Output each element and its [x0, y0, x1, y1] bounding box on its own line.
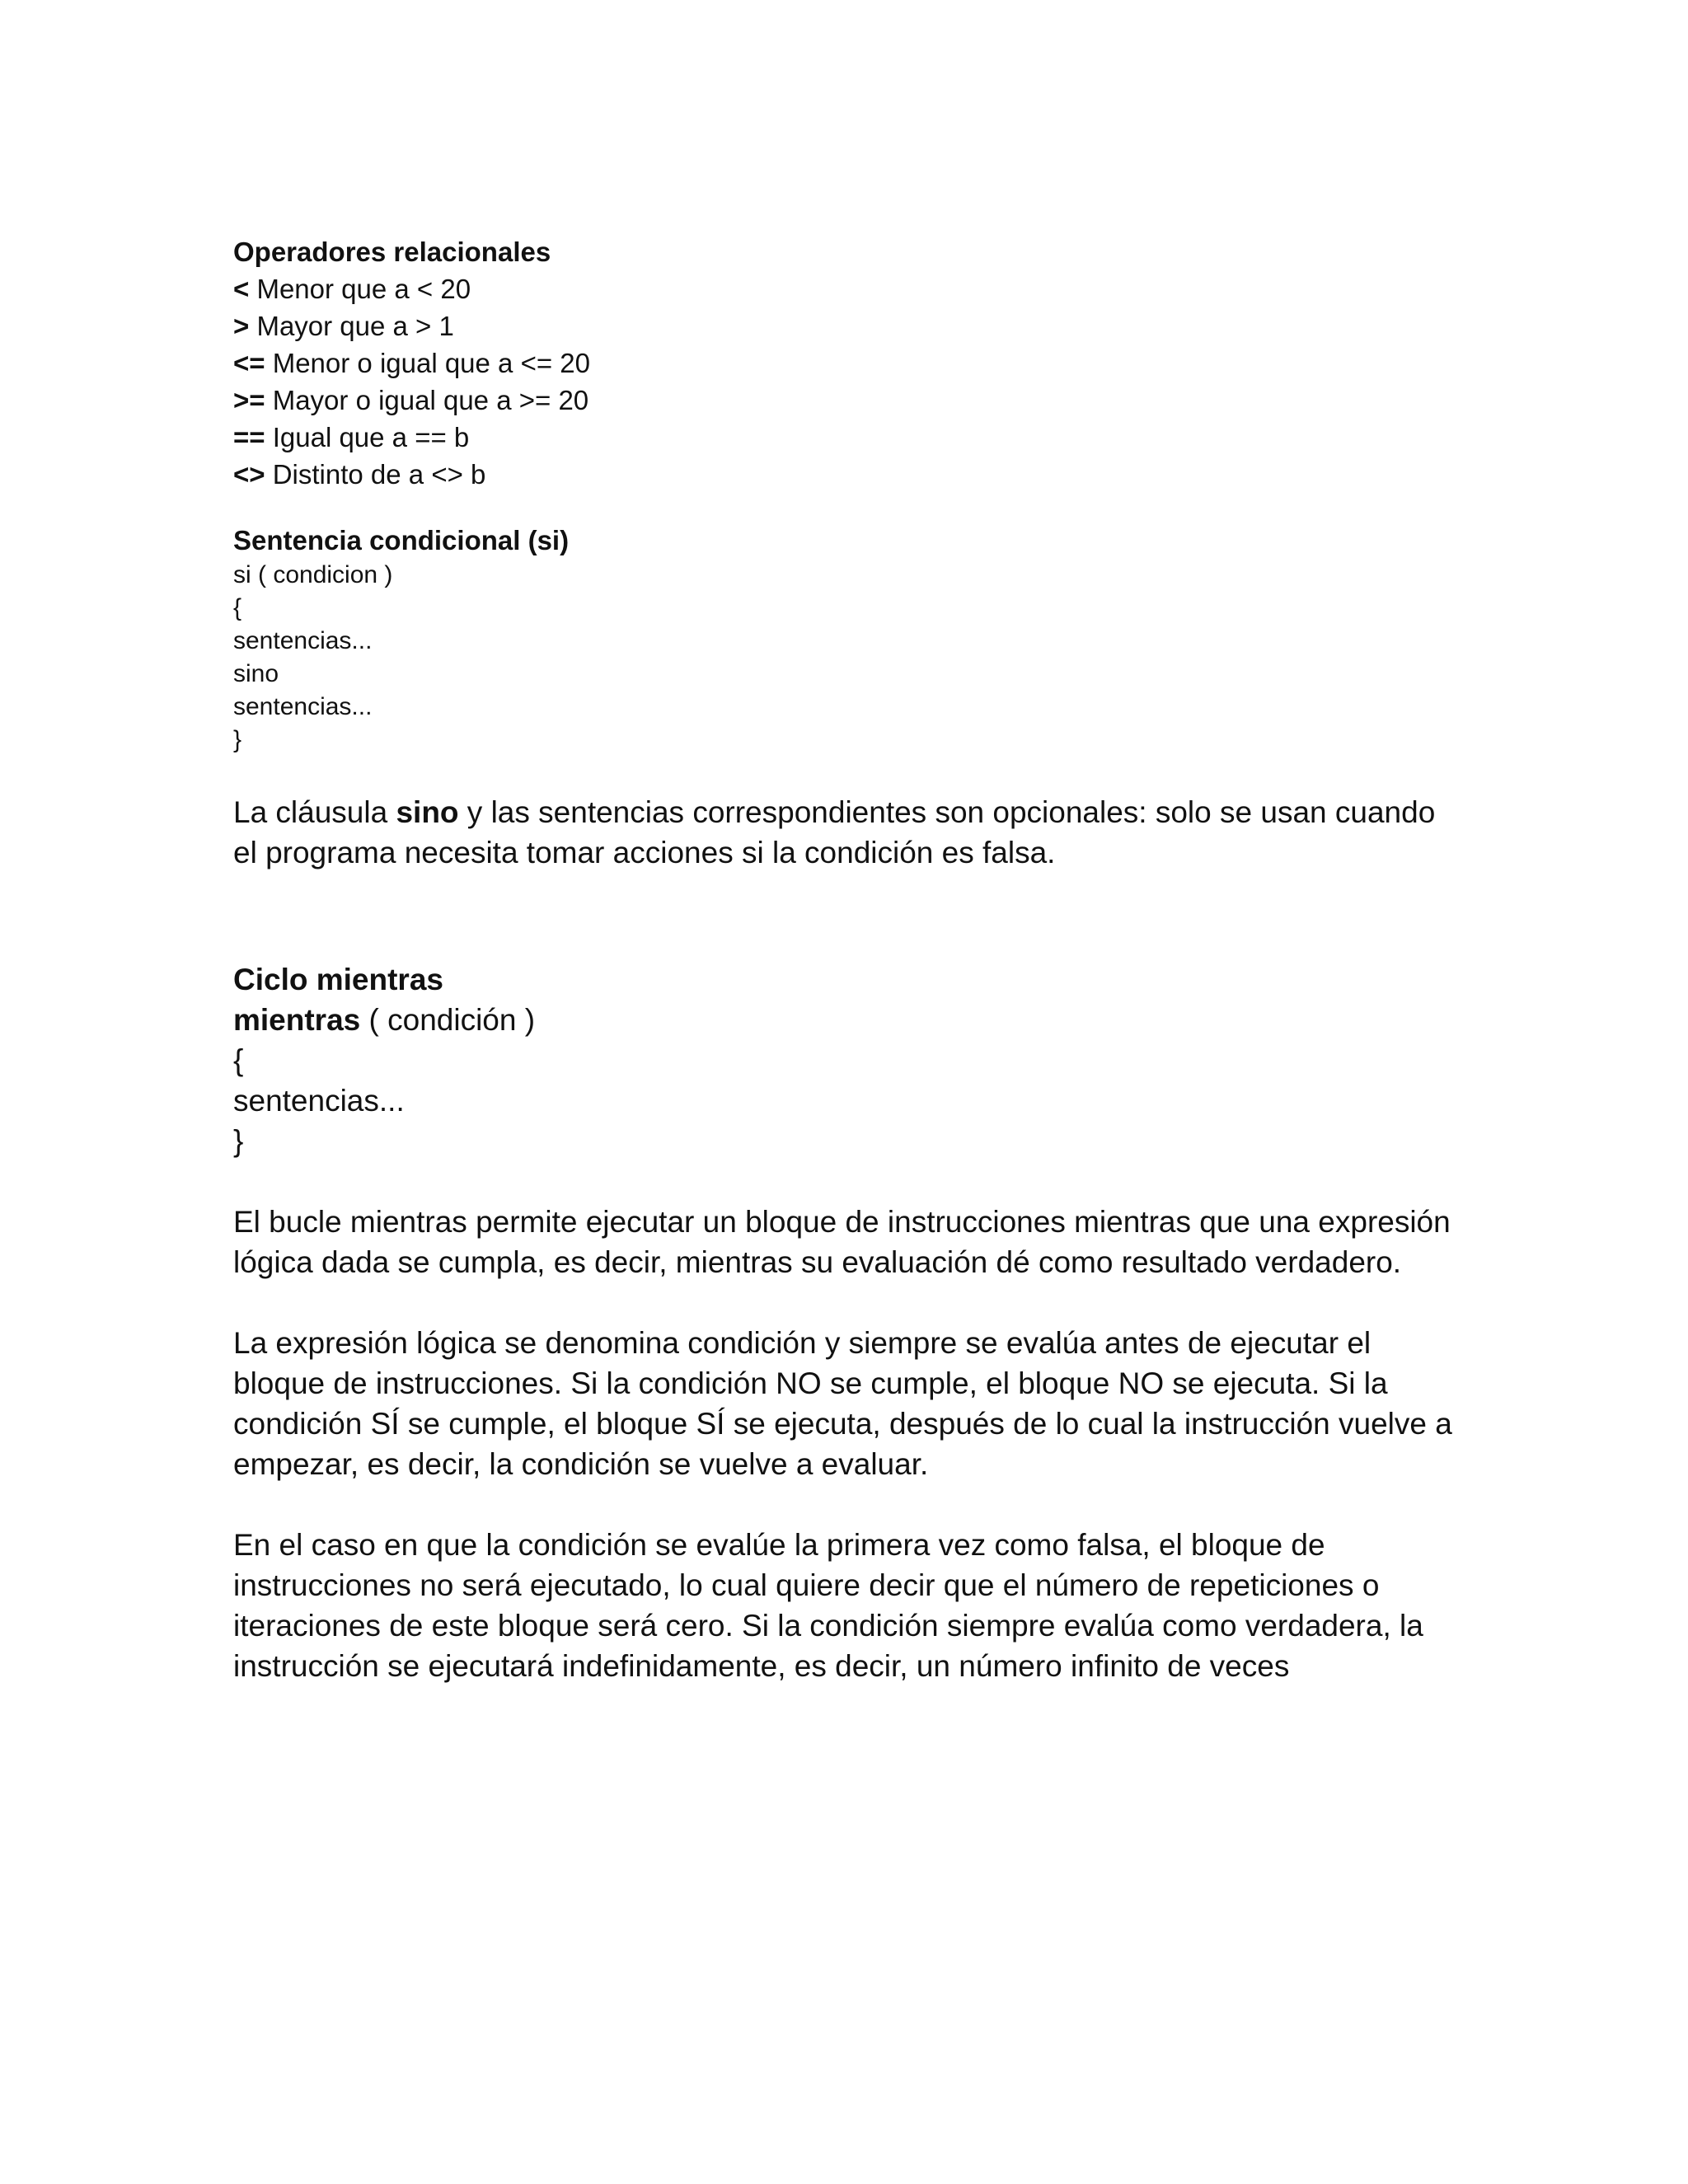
code-line: { [233, 594, 242, 621]
operator-description: Mayor que a > 1 [249, 311, 454, 341]
keyword-mientras: mientras [233, 1003, 361, 1037]
paragraph-keyword-sino: sino [396, 795, 459, 829]
operator-symbol: < [233, 274, 250, 304]
document-content [233, 233, 1453, 1686]
operator-symbol: <> [233, 459, 265, 490]
section-title-condicional: Sentencia condicional (si) [233, 525, 570, 555]
code-line: sino [233, 660, 279, 687]
operator-description: Distinto de a <> b [265, 459, 486, 490]
code-line: sentencias... [233, 693, 373, 720]
code-line-mientras [233, 1000, 1453, 1040]
paragraph-sino [233, 792, 1453, 873]
operator-symbol: > [233, 311, 250, 341]
keyword-condition: ( condición ) [360, 1003, 536, 1037]
paragraph-caso: En el caso en que la condición se evalúe la primera vez como falsa, el bloque de instrucciones no será ejecutado, lo cual quiere decir que el número de repeticiones o iteraciones de este bloque será cero. Si la condición siempre evalúa como verdadera, la instrucción se ejecutará indefinidamente, es decir, un número infinito de veces [233, 1528, 1423, 1683]
operator-line-equal [233, 419, 1453, 456]
code-line: si ( condicion ) [233, 561, 393, 588]
operator-symbol: == [233, 422, 265, 452]
operator-description: Menor o igual que a <= 20 [265, 348, 590, 378]
operator-line-not-equal [233, 456, 1453, 493]
paragraph-bucle: El bucle mientras permite ejecutar un bloque de instrucciones mientras que una expresión lógica dada se cumpla, es decir, mientras su evaluación dé como resultado verdadero. [233, 1205, 1451, 1279]
paragraph-text: La cláusula [233, 795, 396, 829]
operator-symbol: >= [233, 385, 265, 415]
operator-description: Igual que a == b [265, 422, 470, 452]
code-line: } [233, 726, 242, 753]
paragraph-expresion: La expresión lógica se denomina condición y siempre se evalúa antes de ejecutar el bloque de instrucciones. Si la condición NO se cumple, el bloque NO se ejecuta. Si la condición SÍ se cumple, el bloque SÍ se ejecuta, después de lo cual la instrucción vuelve a empezar, es decir, la condición se vuelve a evaluar. [233, 1326, 1452, 1481]
operator-line-less-than [233, 270, 1453, 307]
code-line: sentencias... [233, 627, 373, 654]
operator-line-greater-than [233, 307, 1453, 344]
paragraph-text: y las sentencias correspondientes son opcionales: solo se usan cuando el programa necesita tomar acciones si la condición es falsa. [233, 795, 1436, 869]
operator-line-less-equal [233, 344, 1453, 382]
operator-symbol: <= [233, 348, 265, 378]
code-line: sentencias... [233, 1084, 405, 1118]
code-line: } [233, 1124, 244, 1158]
operator-description: Menor que a < 20 [249, 274, 471, 304]
section-title-operadores: Operadores relacionales [233, 237, 551, 267]
section-title-ciclo: Ciclo mientras [233, 963, 443, 996]
operator-line-greater-equal [233, 382, 1453, 419]
operator-description: Mayor o igual que a >= 20 [265, 385, 589, 415]
code-line: { [233, 1043, 244, 1077]
